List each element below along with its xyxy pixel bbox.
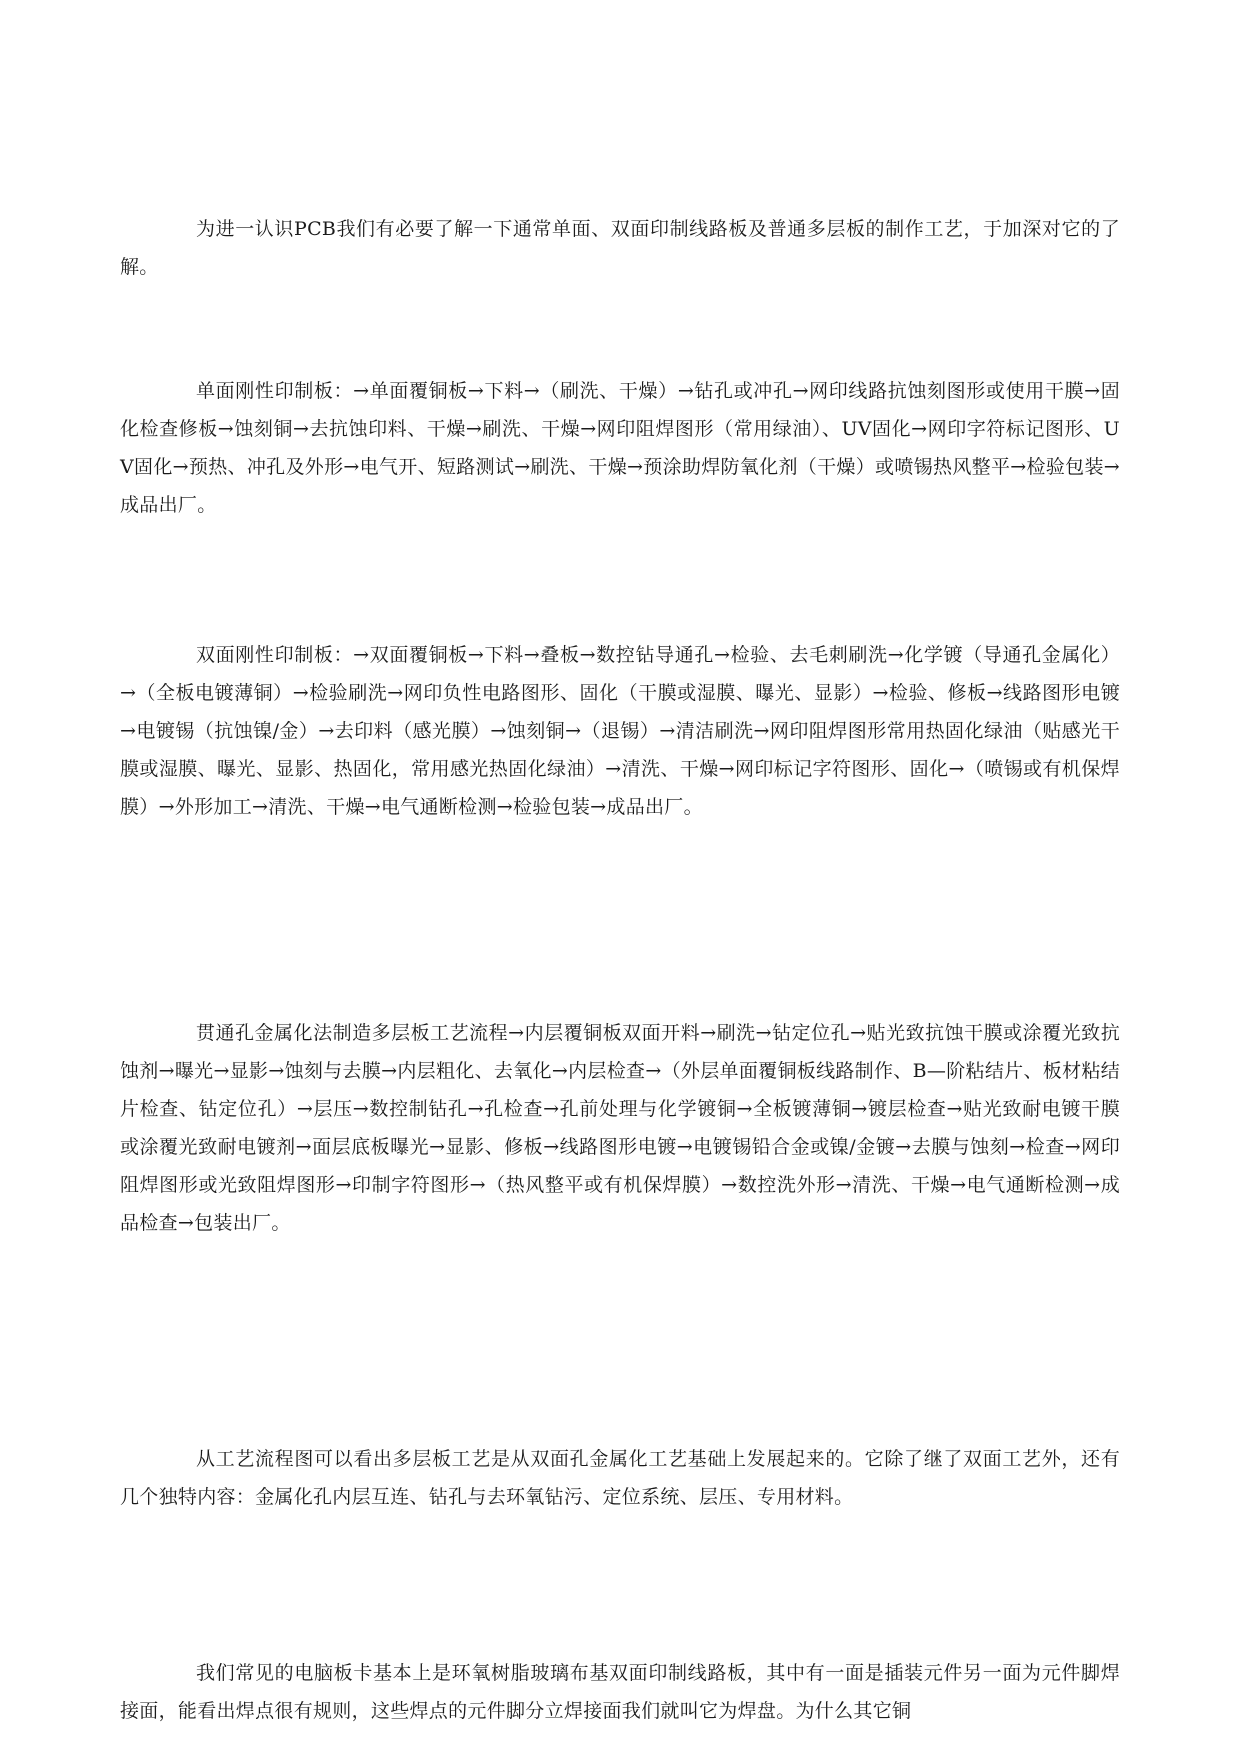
paragraph-board-pads: 我们常见的电脑板卡基本上是环氧树脂玻璃布基双面印制线路板，其中有一面是插装元件另一面为元件脚焊接面，能看出焊点很有规则，这些焊点的元件脚分立焊接面我们就叫它为焊盘。为什么其它铜 — [120, 1662, 1120, 1722]
paragraph-multilayer-summary: 从工艺流程图可以看出多层板工艺是从双面孔金属化工艺基础上发展起来的。它除了继了双面工艺外，还有几个独特内容：金属化孔内层互连、钻孔与去环氧钻污、定位系统、层压、专用材料。 — [120, 1448, 1120, 1508]
paragraph-single-sided-process: 单面刚性印制板：→单面覆铜板→下料→（刷洗、干燥）→钻孔或冲孔→网印线路抗蚀刻图形或使用干膜→固化检查修板→蚀刻铜→去抗蚀印料、干燥→刷洗、干燥→网印阻焊图形（常用绿油）、UV固化→网印字符标记图形、UV固化→预热、冲孔及外形→电气开、短路测试→刷洗、干燥→预涂助焊防氧化剂（干燥）或喷锡热风整平→检验包装→成品出厂。 — [120, 380, 1120, 516]
paragraph-multilayer-process: 贯通孔金属化法制造多层板工艺流程→内层覆铜板双面开料→刷洗→钻定位孔→贴光致抗蚀干膜或涂覆光致抗蚀剂→曝光→显影→蚀刻与去膜→内层粗化、去氧化→内层检查→（外层单面覆铜板线路制作、B—阶粘结片、板材粘结片检查、钻定位孔）→层压→数控制钻孔→孔检查→孔前处理与化学镀铜→全板镀薄铜→镀层检查→贴光致耐电镀干膜或涂覆光致耐电镀剂→面层底板曝光→显影、修板→线路图形电镀→电镀锡铅合金或镍/金镀→去膜与蚀刻→检查→网印阻焊图形或光致阻焊图形→印制字符图形→（热风整平或有机保焊膜）→数控洗外形→清洗、干燥→电气通断检测→成品检查→包装出厂。 — [120, 1022, 1120, 1234]
paragraph-double-sided-process: 双面刚性印制板：→双面覆铜板→下料→叠板→数控钻导通孔→检验、去毛刺刷洗→化学镀（导通孔金属化）→（全板电镀薄铜）→检验刷洗→网印负性电路图形、固化（干膜或湿膜、曝光、显影）→检验、修板→线路图形电镀→电镀锡（抗蚀镍/金）→去印料（感光膜）→蚀刻铜→（退锡）→清洁刷洗→网印阻焊图形常用热固化绿油（贴感光干膜或湿膜、曝光、显影、热固化，常用感光热固化绿油）→清洗、干燥→网印标记字符图形、固化→（喷锡或有机保焊膜）→外形加工→清洗、干燥→电气通断检测→检验包装→成品出厂。 — [120, 644, 1120, 818]
paragraph-intro: 为进一认识PCB我们有必要了解一下通常单面、双面印制线路板及普通多层板的制作工艺，于加深对它的了解。 — [120, 218, 1120, 278]
